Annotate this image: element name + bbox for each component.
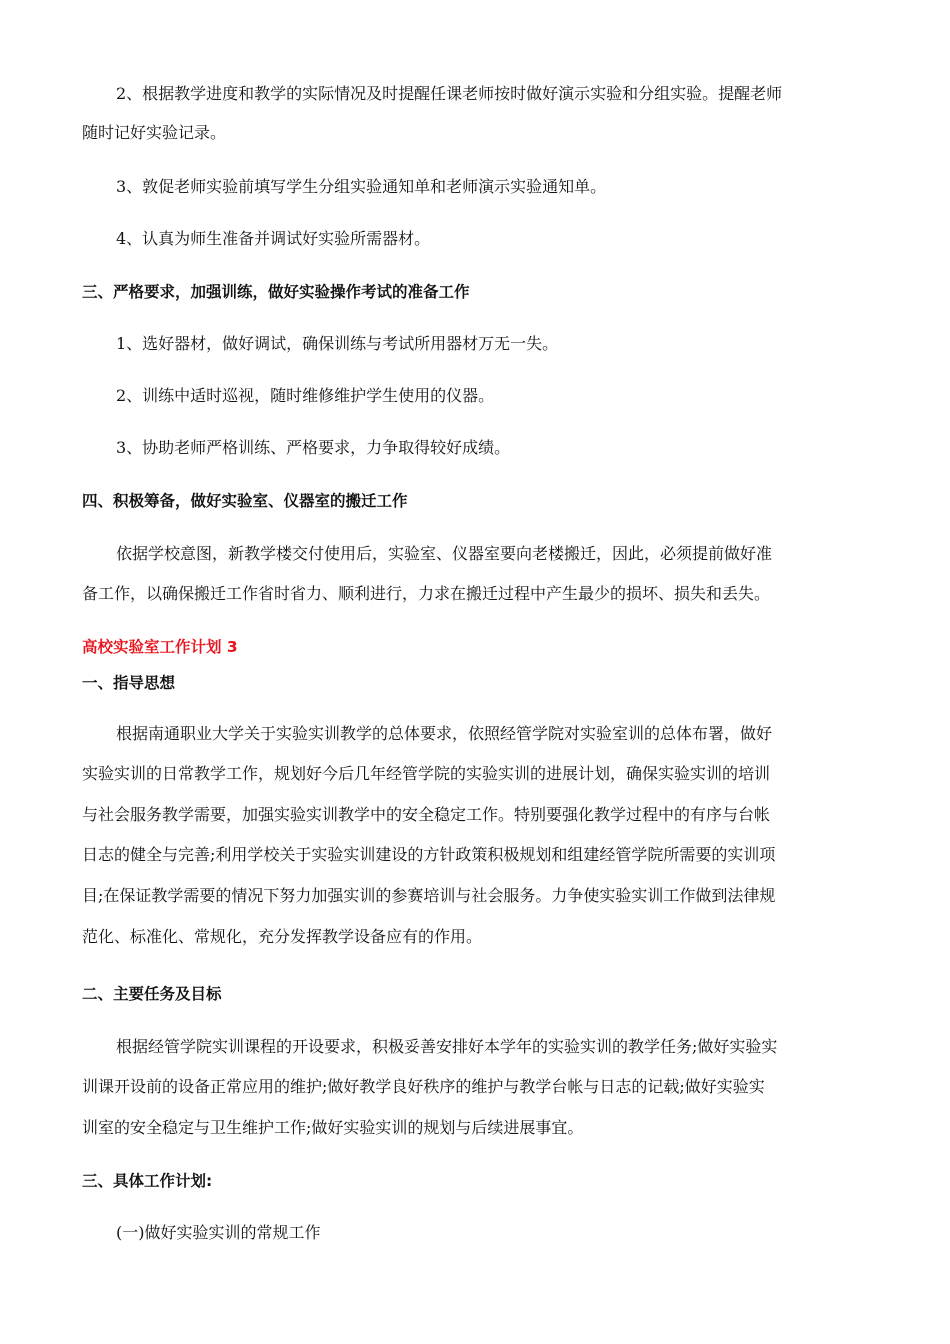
paragraph-line: 依据学校意图，新教学楼交付使用后，实验室、仪器室要向老楼搬迁，因此，必须提前做好准	[116, 544, 773, 563]
paragraph-line: 备工作，以确保搬迁工作省时省力、顺利进行，力求在搬迁过程中产生最少的损坏、损失和丢失。	[82, 584, 771, 603]
section-heading: 三、严格要求，加强训练，做好实验操作考试的准备工作	[82, 283, 470, 301]
paragraph-line: 随时记好实验记录。	[82, 123, 227, 142]
section-heading: 四、积极筹备，做好实验室、仪器室的搬迁工作	[82, 492, 408, 510]
document-section-title: 高校实验室工作计划 3	[82, 638, 238, 656]
paragraph-line: 3、敦促老师实验前填写学生分组实验通知单和老师演示实验通知单。	[116, 177, 607, 196]
paragraph-line: 根据南通职业大学关于实验实训教学的总体要求，依照经管学院对实验室训的总体布署，做好	[116, 724, 773, 743]
paragraph-line: 实验实训的日常教学工作，规划好今后几年经管学院的实验实训的进展计划，确保实验实训的培训	[82, 764, 771, 783]
paragraph-line: 训室的安全稳定与卫生维护工作;做好实验实训的规划与后续进展事宜。	[82, 1118, 584, 1137]
paragraph-line: (一)做好实验实训的常规工作	[116, 1223, 321, 1242]
paragraph-line: 与社会服务教学需要，加强实验实训教学中的安全稳定工作。特别要强化教学过程中的有序与台帐	[82, 805, 771, 824]
paragraph-line: 目;在保证教学需要的情况下努力加强实训的参赛培训与社会服务。力争使实验实训工作做到法律规	[82, 886, 776, 905]
paragraph-line: 范化、标准化、常规化，充分发挥教学设备应有的作用。	[82, 927, 483, 946]
paragraph-line: 3、协助老师严格训练、严格要求，力争取得较好成绩。	[116, 438, 511, 457]
section-heading: 一、指导思想	[82, 674, 176, 692]
paragraph-line: 1、选好器材，做好调试，确保训练与考试所用器材万无一失。	[116, 334, 559, 353]
paragraph-line: 根据经管学院实训课程的开设要求，积极妥善安排好本学年的实验实训的教学任务;做好实验实	[116, 1037, 778, 1056]
paragraph-line: 2、训练中适时巡视，随时维修维护学生使用的仪器。	[116, 386, 495, 405]
paragraph-line: 训课开设前的设备正常应用的维护;做好教学良好秩序的维护与教学台帐与日志的记载;做好实验实	[82, 1077, 765, 1096]
section-heading: 二、主要任务及目标	[82, 985, 222, 1003]
paragraph-line: 4、认真为师生准备并调试好实验所需器材。	[116, 229, 431, 248]
section-heading: 三、具体工作计划:	[82, 1172, 213, 1190]
paragraph-line: 2、根据教学进度和教学的实际情况及时提醒任课老师按时做好演示实验和分组实验。提醒老师	[116, 84, 783, 103]
paragraph-line: 日志的健全与完善;利用学校关于实验实训建设的方针政策积极规划和组建经管学院所需要的实训项	[82, 845, 776, 864]
